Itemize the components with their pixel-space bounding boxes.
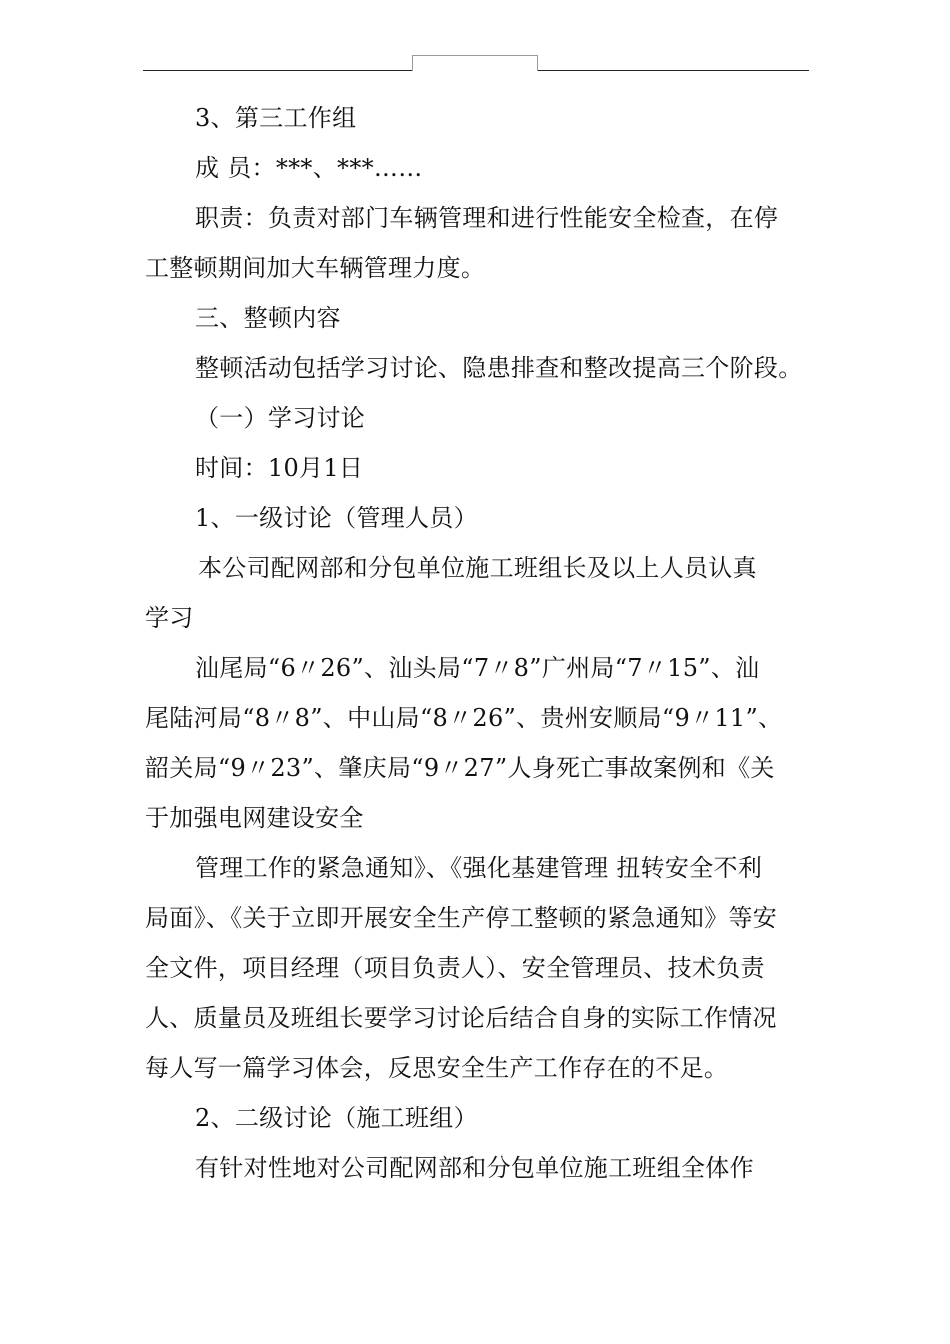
time-line: 时间：10月1日 [195,454,364,482]
paragraph-line-cont: 全文件，项目经理（项目负责人）、安全管理员、技术负责 [145,954,765,982]
item-heading: 2、二级讨论（施工班组） [195,1104,478,1132]
paragraph-line-cont: 韶关局“9〃23”、肇庆局“9〃27”人身死亡事故案例和《关 [145,754,775,782]
chapter-heading: 三、整顿内容 [195,304,341,332]
paragraph-line-cont: 于加强电网建设安全 [145,804,364,832]
duty-line: 职责：负责对部门车辆管理和进行性能安全检查，在停 [195,204,779,232]
section-heading: 3、第三工作组 [195,104,357,132]
paragraph-line: 有针对性地对公司配网部和分包单位施工班组全体作 [195,1154,754,1182]
duty-line-cont: 工整顿期间加大车辆管理力度。 [145,254,486,282]
paragraph-line-cont: 局面》、《关于立即开展安全生产停工整顿的紧急通知》等安 [145,904,778,932]
paragraph-line: 汕尾局“6〃26”、汕头局“7〃8”广州局“7〃15”、汕 [195,654,760,682]
paragraph-line-cont: 人、质量员及班组长要学习讨论后结合自身的实际工作情况 [145,1004,777,1032]
paragraph-line: 本公司配网部和分包单位施工班组长及以上人员认真 [198,554,757,582]
subsection-heading: （一）学习讨论 [195,404,366,432]
members-line: 成 员：***、***…… [195,154,423,182]
paragraph-line: 管理工作的紧急通知》、《强化基建管理 扭转安全不利 [195,854,763,882]
paragraph-line-cont: 学习 [145,604,194,632]
item-heading: 1、一级讨论（管理人员） [195,504,478,532]
paragraph-line: 整顿活动包括学习讨论、隐患排查和整改提高三个阶段。 [195,354,803,382]
header-tab [412,55,538,71]
paragraph-line-cont: 尾陆河局“8〃8”、中山局“8〃26”、贵州安顺局“9〃11”、 [145,704,783,732]
paragraph-line-cont: 每人写一篇学习体会，反思安全生产工作存在的不足。 [145,1054,729,1082]
